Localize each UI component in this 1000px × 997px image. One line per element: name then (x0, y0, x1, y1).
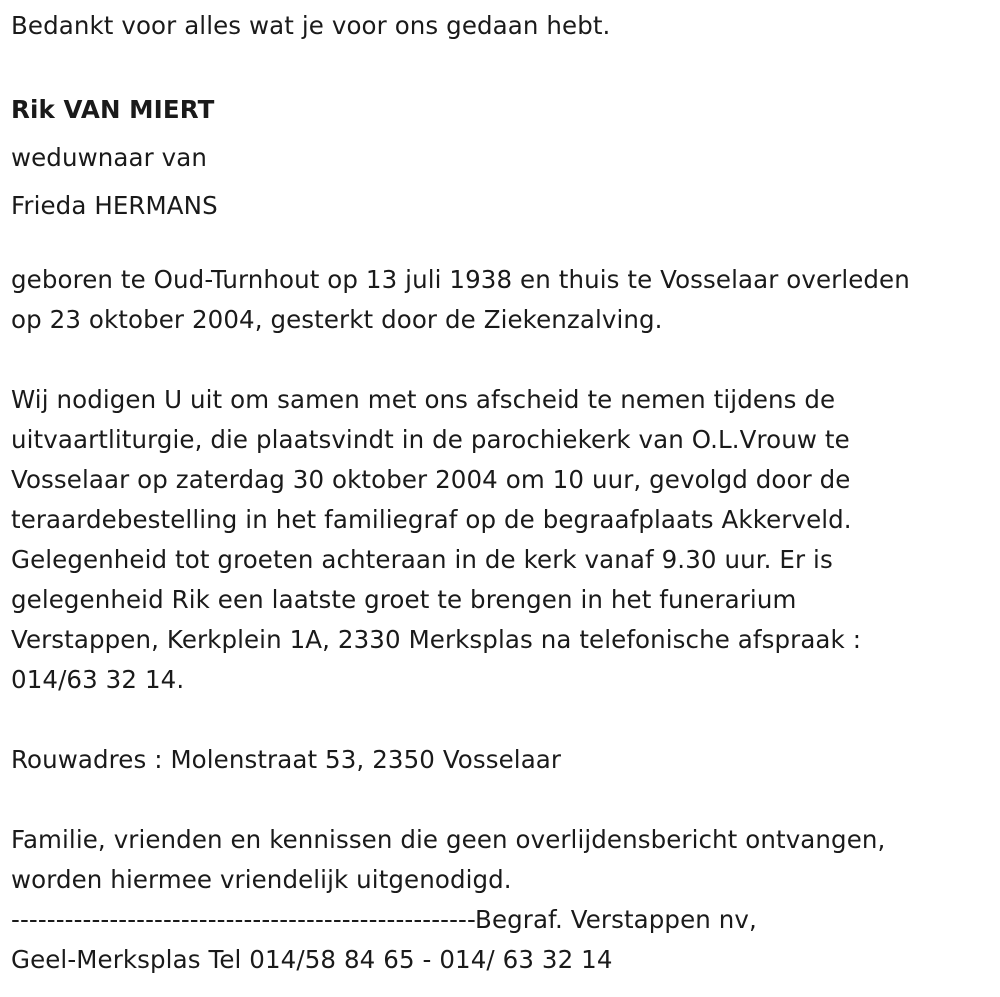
spacer (11, 700, 996, 740)
paragraph-line: op 23 oktober 2004, gesterkt door de Ziekenzalving. (11, 305, 663, 334)
spacer (11, 780, 996, 820)
paragraph-line: Verstappen, Kerkplein 1A, 2330 Merksplas na telefonische afspraak : (11, 625, 862, 654)
spouse-name: Frieda HERMANS (11, 191, 218, 220)
invitation-paragraph (11, 380, 996, 700)
obituary-document (11, 6, 996, 980)
paragraph-line: Gelegenheid tot groeten achteraan in de kerk vanaf 9.30 uur. Er is (11, 545, 833, 574)
spacer (11, 46, 996, 86)
paragraph-line: gelegenheid Rik een laatste groet te brengen in het funerarium (11, 585, 797, 614)
paragraph-line: 014/63 32 14. (11, 665, 185, 694)
paragraph-line: Familie, vrienden en kennissen die geen overlijdensbericht ontvangen, (11, 825, 886, 854)
undertaker-line: ----------------------------------------------------Begraf. Verstappen nv, (11, 905, 757, 934)
paragraph-line: Wij nodigen U uit om samen met ons afscheid te nemen tijdens de (11, 385, 836, 414)
undertaker-contact: Geel-Merksplas Tel 014/58 84 65 - 014/ 63 32 14 (11, 945, 613, 974)
paragraph-line: worden hiermee vriendelijk uitgenodigd. (11, 865, 512, 894)
closing-paragraph (11, 820, 996, 900)
deceased-name: Rik VAN MIERT (11, 95, 215, 124)
paragraph-line: Vosselaar op zaterdag 30 oktober 2004 om 10 uur, gevolgd door de (11, 465, 851, 494)
paragraph-line: uitvaartliturgie, die plaatsvindt in de parochiekerk van O.L.Vrouw te (11, 425, 850, 454)
relation-text: weduwnaar van (11, 143, 207, 172)
thanks-line: Bedankt voor alles wat je voor ons gedaan hebt. (11, 11, 611, 40)
spacer (11, 230, 996, 260)
spacer (11, 340, 996, 380)
birth-death-paragraph (11, 260, 996, 340)
paragraph-line: teraardebestelling in het familiegraf op de begraafplaats Akkerveld. (11, 505, 852, 534)
paragraph-line: geboren te Oud-Turnhout op 13 juli 1938 en thuis te Vosselaar overleden (11, 265, 910, 294)
mourning-address: Rouwadres : Molenstraat 53, 2350 Vosselaar (11, 745, 562, 774)
